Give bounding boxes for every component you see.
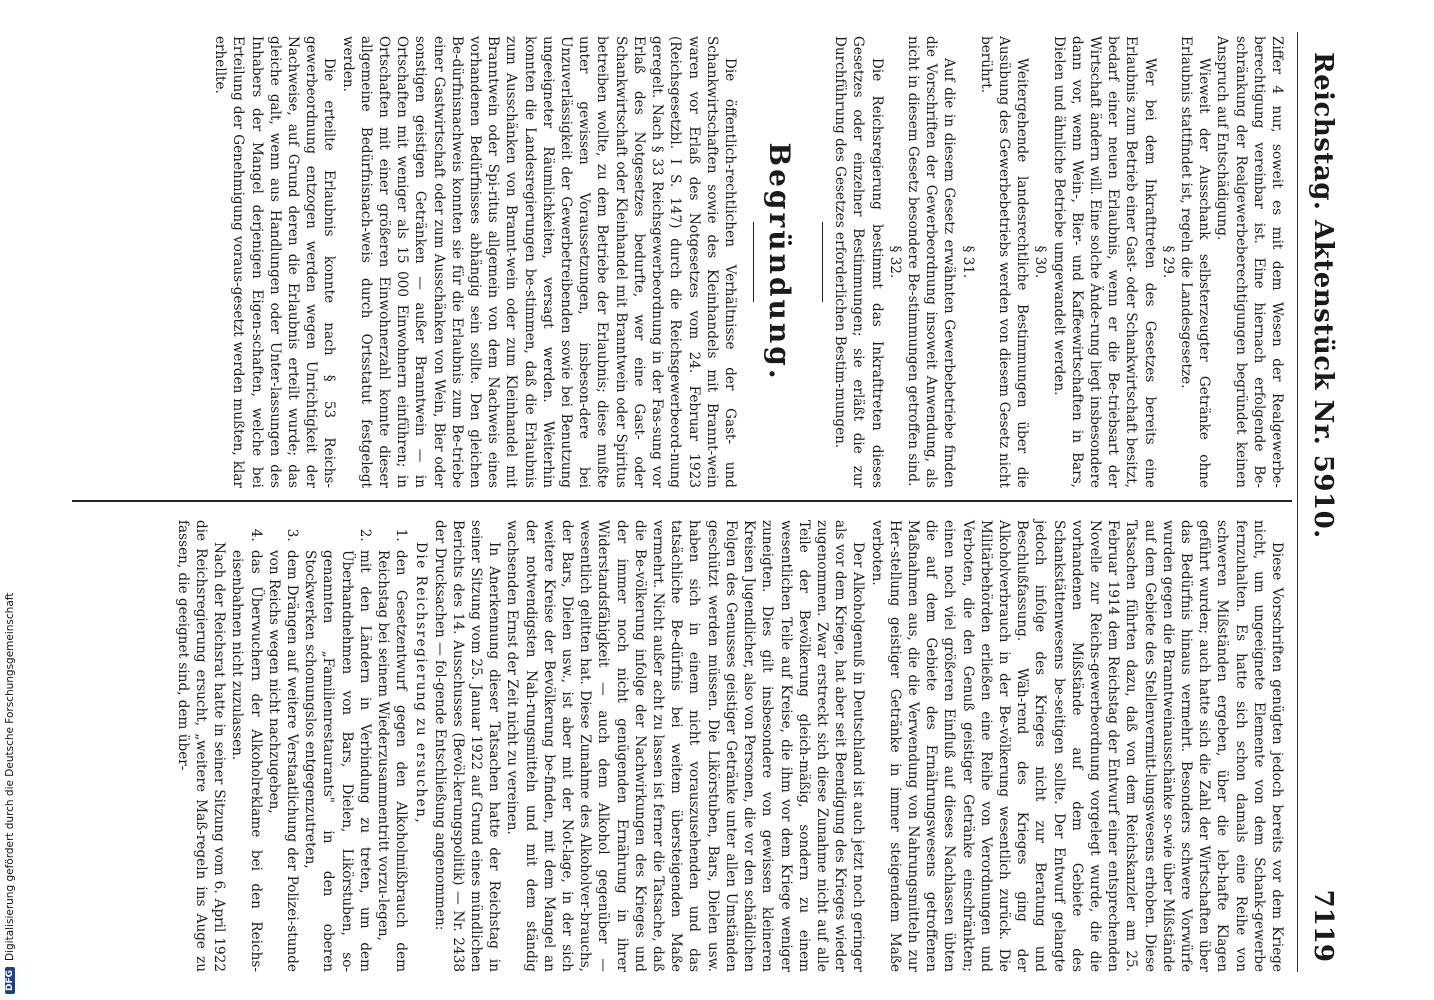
credit-text: Digitalisierung gefördert durch die Deutsche Forschungsgemeinschaft bbox=[4, 592, 16, 961]
left-column bbox=[211, 36, 1286, 488]
page-number: 7119 bbox=[1308, 889, 1338, 962]
list-item: 4. das Überwuchern der Alkoholreklame bei den Reichs-eisenbahnen nicht zuzulassen. bbox=[228, 546, 264, 972]
scanned-page bbox=[60, 12, 1350, 992]
list-item: 1. den Gesetzentwurf gegen den Alkoholmißbrauch dem Reichstag bei seinem Wiederzusammentritt vorzu-legen, bbox=[374, 546, 410, 972]
paragraph: Der Alkoholgenuß in Deutschland ist auch jetzt noch geringer als vor dem Kriege, hat aber seit Beendigung des Krieges wieder zugenommen. Zwar erstreckt sich diese Zunahme nicht auf alle Teile der Bevölkerung gleich-mäßig, sondern zu einem wesentlichen Teile auf Kreise, die ihm vor dem Kriege weniger zuneigten. Dies gilt insbesondere von gewissen kleineren Kreisen Jugendlicher, also von Personen, die vor den schädlichen Folgen des Genusses geistiger Getränke unter allen Umständen geschützt werden müssen. Die Likörstuben, Bars, Dielen usw. haben sich in einem nicht vorauszusehenden und das tatsächliche Be-dürfnis bei weitem übersteigenden Maße vermehrt. Nicht außer acht zu lassen ist ferner die Tatsache, daß die Be-völkerung infolge der Nachwirkungen des Krieges und der immer noch nicht genügenden Ernährung in ihrer Widerstandsfähigkeit — auch dem Alkohol gegenüber — wesentlich gelitten hat. Diese Zunahme des Alkoholver-brauchs, der Bars, Dielen usw., ist aber mit der Not-lage, in der sich weitere Kreise der Bevölkerung be-finden, mit dem Mangel an der notwendigsten Nah-rungsmitteln und mit dem ständig wachsenden Ernst der Zeit nicht zu vereinen. bbox=[504, 520, 867, 972]
column-divider bbox=[72, 500, 1292, 502]
header-rule bbox=[1297, 32, 1298, 972]
paragraph: In Anerkennung dieser Tatsachen hatte der Reichstag in seiner Sitzung vom 25. Januar 1922 auf Grund eines mündlichen Berichts des 14. Ausschusses (Bevöl-kerungspolitik) — Nr. 2438 der Drucksachen — fol-gende Entschließung angenommen: bbox=[431, 520, 503, 972]
list-item: 2. mit den Ländern in Verbindung zu treten, um dem Überhandnehmen von Bars, Dielen, Likörstuben, so-genannten „Familienrestaurants" in den oberen Stockwerken schonungslos entgegenzutreten, bbox=[301, 546, 374, 972]
paragraph: Diese Vorschriften genügten jedoch bereits vor dem Kriege nicht, um ungeeignete Elemente von dem Schank-gewerbe fernzuhalten. Es hatte sich schon damals eine Reihe von schweren Mißständen ergeben, über die leb-hafte Klagen geführt wurden; auch hatte sich die Zahl der Wirtschaften über das Bedürfnis hinaus vermehrt. Besonders schwere Vorwürfe wurden gegen die Branntweinausschänke so-wie über Mißstände auf dem Gebiete des Stellenvermitt-lungswesens erhoben. Diese Tatsachen führten dazu, daß von dem Reichskanzler am 25. Februar 1914 dem Reichstag der Entwurf einer entsprechenden Novelle zur Reichs-gewerbeordnung vorgelegt wurde, die die vorhandenen Mißstände auf dem Gebiete des Schankstättenwesens be-seitigen sollte. Der Entwurf gelangte jedoch infolge des Krieges nicht zur Beratung und Beschlußfassung. Wäh-rend des Krieges ging der Alkoholverbrauch in der Be-völkerung wesentlich zurück. Die Militärbehörden erließen eine Reihe von Verordnungen und Verboten, die den Genuß geistiger Getränke einschränkten; einen noch viel größeren Einfluß auf dieses Nachlassen übten die auf dem Gebiete des Ernährungswesens getroffenen Maßnahmen aus, die die Verwendung von Nahrungsmitteln zur Her-stellung geistiger Getränke in immer steigendem Maße verboten. bbox=[868, 520, 1285, 972]
paragraph: Die Reichsregierung bestimmt das Inkrafttreten dieses Gesetzes oder einzelner Bestimmungen; sie erläßt die zur Durchführung des Gesetzes erforderlichen Bestim-mungen. bbox=[832, 36, 885, 488]
paragraph: Die öffentlich-rechtlichen Verhältnisse der Gast- und Schankwirtschaften sowie des Kleinhandels mit Brannt-wein waren vor Erlaß des Notgesetzes vom 24. Februar 1923 (Reichsgesetzbl. I S. 147) durch die Reichsgewerbeord-nung geregelt. Nach § 33 Reichsgewerbeordnung in der Fas-sung vor Erlaß des Notgesetzes bedurfte, wer eine Gast- oder Schankwirtschaft oder Kleinhandel mit Branntwein oder Spiritus betreiben wollte, zu dem Betriebe der Erlaubnis; diese mußte unter gewissen Voraussetzungen, insbeson-dere bei Unzuverlässigkeit der Gewerbetreibenden sowie bei Benutzung ungeeigneter Räumlichkeiten, versagt werden. Weiterhin konnten die Landesregierungen be-stimmen, daß die Erlaubnis zum Ausschänken von Brannt-wein oder zum Kleinhandel mit Branntwein oder Spi-ritus allgemein von dem Nachweis eines vorhandenen Bedürfnisses abhängig sein sollte. Den gleichen Be-dürfnisnachweis konnten sie für die Erlaubnis zum Be-triebe einer Gastwirtschaft oder zum Ausschänken von Wein, Bier oder sonstigen geistigen Getränken — außer Branntwein — in Ortschaften mit weniger als 15 000 Einwohnern einführen; in Ortschaften mit einer größeren Einwohnerzahl konnte dieser allgemeine Bedürfnisnach-weis durch Ortsstatut festgelegt werden. bbox=[339, 36, 738, 488]
section-heading: § 29. bbox=[1159, 245, 1176, 279]
section-heading: § 30. bbox=[1032, 245, 1049, 279]
page-header bbox=[1298, 52, 1342, 962]
list-item: 3. dem Drängen auf weitere Verstaatlichung der Polizei-stunde von Reichs wegen nicht nachzugeben, bbox=[265, 546, 301, 972]
digitisation-credit bbox=[4, 593, 16, 994]
paragraph: Nach der Reichsrat hatte in seiner Sitzung vom 6. April 1922 die Reichsregierung ersucht, „weitere Maß-regeln ins Auge zu fassen, die geeignet sind, dem über- bbox=[174, 520, 228, 972]
paragraph: Die Reichsregierung zu ersuchen, bbox=[413, 542, 430, 825]
running-head: Reichstag. Aktenstück Nr. 5910. bbox=[1308, 52, 1338, 539]
dfg-logo-icon: DFG bbox=[5, 967, 15, 994]
right-column bbox=[174, 520, 1286, 972]
begruendung-title: Begründung. bbox=[762, 142, 796, 382]
section-heading: § 32. bbox=[886, 245, 903, 279]
paragraph: Ziffer 4 nur, soweit es mit dem Wesen der Realgewerbe-berechtigung vereinbar ist. Eine hiernach erfolgende Be-schränkung der Realgewerbeberechtigungen begründet keinen Anspruch auf Entschädigung. bbox=[1214, 36, 1285, 488]
paragraph: Die erteilte Erlaubnis konnte nach § 53 Reichs-gewerbeordnung entzogen werden wegen Unrichtigkeit der Nachweise, auf Grund deren die Erlaubnis erteilt wurde; das gleiche galt, wenn aus Handlungen oder Unter-lassungen des Inhabers der Mangel derjenigen Eigen-schaften, welche bei Erteilung der Genehmigung voraus-gesetzt werden mußten, klar erhellte. bbox=[212, 36, 338, 488]
paragraph: Wer bei dem Inkrafttreten des Gesetzes bereits eine Erlaubnis zum Betrieb einer Gast- oder Schankwirtschaft besitzt, bedarf einer neuen Erlaubnis, wenn er die Be-triebsart der Wirtschaft ändern will. Eine solche Ände-rung liegt insbesondere dann vor, wenn Wein-, Bier- und Kaffeewirtschaften in Bars, Dielen und ähnliche Betriebe umgewandelt werden. bbox=[1050, 36, 1158, 488]
paragraph: Weitergehende landesrechtliche Bestimmungen über die Ausübung des Gewerbebetriebs werden von diesem Gesetz nicht berührt. bbox=[977, 36, 1031, 488]
paragraph: Auf die in diesem Gesetz erwähnten Gewerbebetriebe finden die Vorschriften der Gewerbeordnung insoweit Anwendung, als nicht in diesem Gesetz besondere Be-stimmungen getroffen sind. bbox=[904, 36, 958, 488]
resolution-list bbox=[228, 520, 410, 972]
paragraph: Wieweit der Ausschank selbsterzeugter Getränke ohne Erlaubnis stattfindet ist, regeln die Landesgesetze. bbox=[1177, 36, 1213, 488]
section-heading: § 31. bbox=[959, 245, 976, 279]
title-rule bbox=[753, 222, 754, 302]
section-rule bbox=[822, 222, 823, 302]
